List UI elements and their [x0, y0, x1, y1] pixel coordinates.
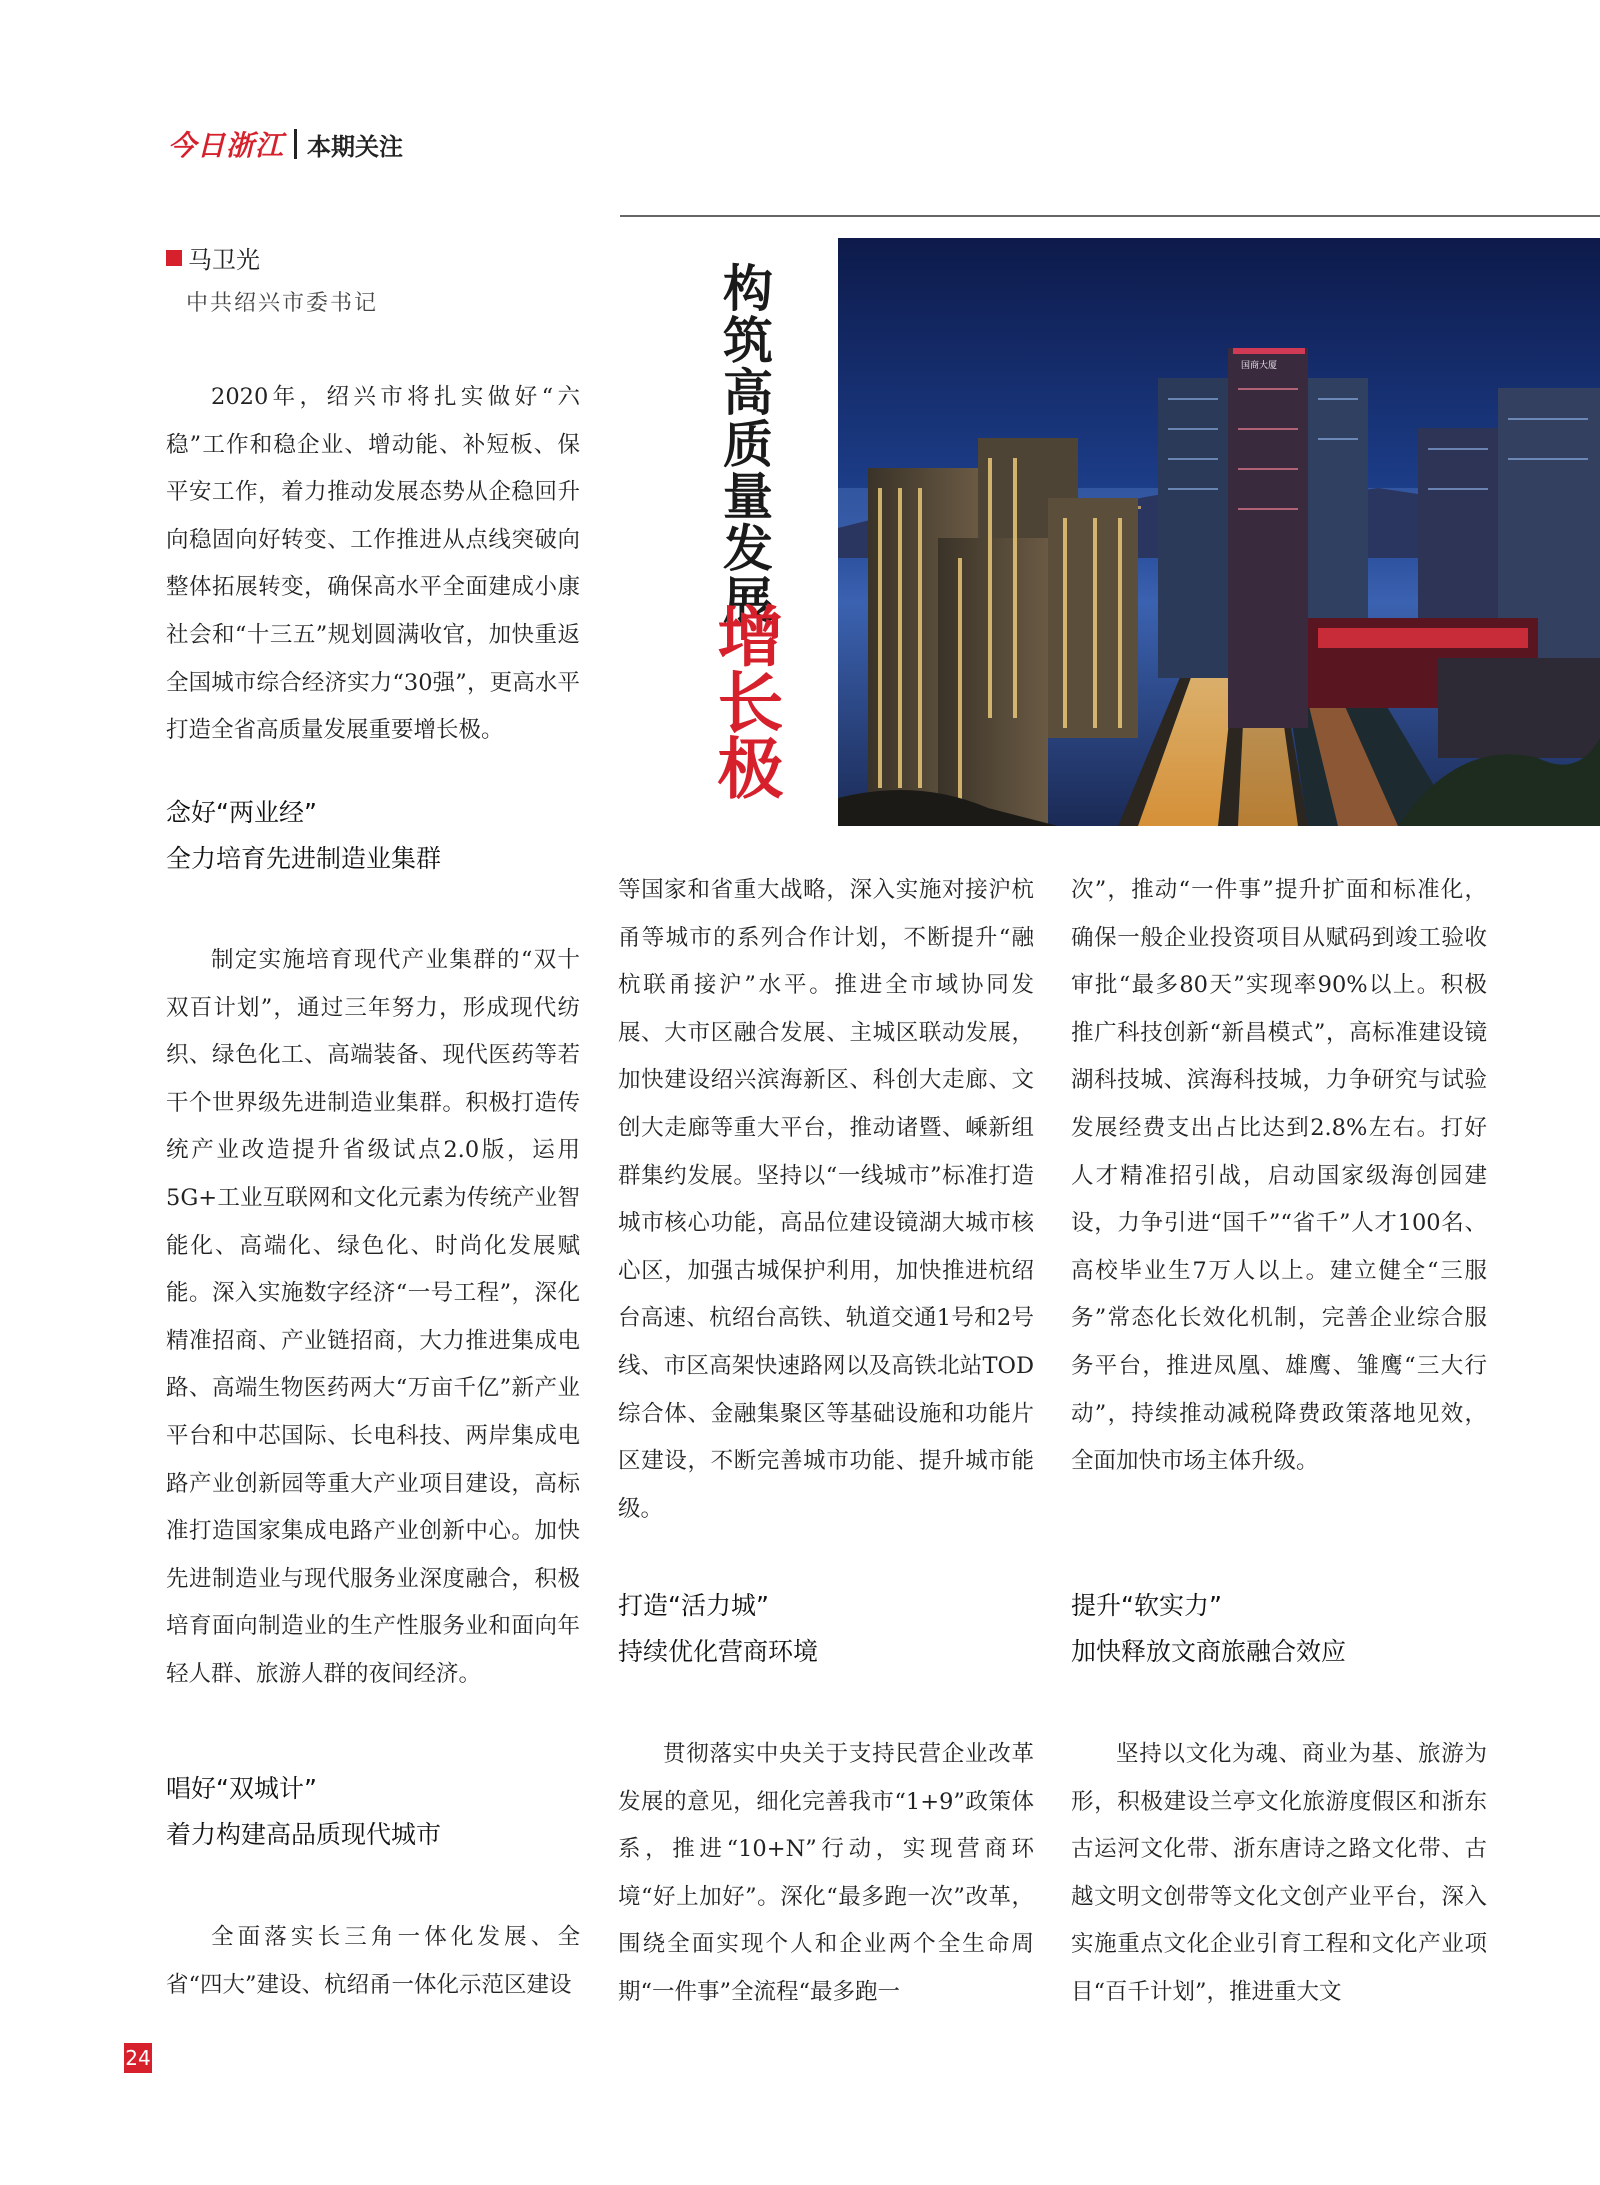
section-3-paragraph: 贯彻落实中央关于支持民营企业改革发展的意见，细化完善我市“1+9”政策体系，推进“10+N”行动，实现营商环境“好上加好”。深化“最多跑一次”改革，围绕全面实现个人和企业两个全生命周期“一件事”全流程“最多跑一: [618, 1741, 1034, 2005]
subhead-3-line1: 打造“活力城”: [618, 1591, 769, 1620]
photo-sign-text: 国商大厦: [1241, 361, 1278, 371]
subhead-4: [1071, 1583, 1487, 1675]
magazine-header: [168, 124, 403, 164]
subhead-1: [166, 790, 580, 882]
subhead-1-line1: 念好“两业经”: [166, 798, 317, 827]
subhead-2: [166, 1766, 580, 1858]
magazine-logo: 今日浙江: [168, 129, 285, 162]
column-1-section-1: [166, 937, 580, 1699]
subhead-4-line1: 提升“软实力”: [1071, 1591, 1222, 1620]
subhead-2-line2: 着力构建高品质现代城市: [166, 1820, 442, 1849]
section-label: 本期关注: [307, 132, 404, 161]
article-title: 构筑高质量发展: [715, 262, 774, 626]
section-2-paragraph: 全面落实长三角一体化发展、全省“四大”建设、杭绍甬一体化示范区建设: [166, 1924, 580, 1998]
subhead-4-line2: 加快释放文商旅融合效应: [1071, 1637, 1347, 1666]
column-2-section-3: [618, 1731, 1034, 2017]
author-name: 马卫光: [188, 246, 260, 274]
section-3-continuation-paragraph: 次”，推动“一件事”提升扩面和标准化，确保一般企业投资项目从赋码到竣工验收审批“最多80天”实现率90%以上。积极推广科技创新“新昌模式”，高标准建设镜湖科技城、滨海科技城，力争研究与试验发展经费支出占比达到2.8%左右。打好人才精准招引战，启动国家级海创园建设，力争引进“国千”“省千”人才100名、高校毕业生7万人以上。建立健全“三服务”常态化长效化机制，完善企业综合服务平台，推进凤凰、雄鹰、雏鹰“三大行动”，持续推动减税降费政策落地见效，全面加快市场主体升级。: [1071, 877, 1487, 1475]
column-3-section-4: [1071, 1731, 1487, 2017]
intro-paragraph: 2020年，绍兴市将扎实做好“六稳”工作和稳企业、增动能、补短板、保平安工作，着力推动发展态势从企稳回升向稳固向好转变、工作推进从点线突破向整体拓展转变，确保高水平全面建成小康社会和“十三五”规划圆满收官，加快重返全国城市综合经济实力“30强”，更高水平打造全省高质量发展重要增长极。: [166, 384, 580, 744]
section-1-paragraph: 制定实施培育现代产业集群的“双十双百计划”，通过三年努力，形成现代纺织、绿色化工、高端装备、现代医药等若干个世界级先进制造业集群。积极打造传统产业改造提升省级试点2.0版，运用5G+工业互联网和文化元素为传统产业智能化、高端化、绿色化、时尚化发展赋能。深入实施数字经济“一号工程”，深化精准招商、产业链招商，大力推进集成电路、高端生物医药两大“万亩千亿”新产业平台和中芯国际、长电科技、两岸集成电路产业创新园等重大产业项目建设，高标准打造国家集成电路产业创新中心。加快先进制造业与现代服务业深度融合，积极培育面向制造业的生产性服务业和面向年轻人群、旅游人群的夜间经济。: [166, 947, 580, 1687]
top-rule: [620, 215, 1600, 217]
author-marker-icon: [166, 250, 182, 266]
subhead-3: [618, 1583, 1034, 1675]
city-night-photo: [838, 238, 1600, 826]
author-title: 中共绍兴市委书记: [186, 291, 379, 316]
page-number: 24: [124, 2043, 152, 2073]
author-byline: [166, 240, 260, 275]
section-2-continuation-paragraph: 等国家和省重大战略，深入实施对接沪杭甬等城市的系列合作计划，不断提升“融杭联甬接沪”水平。推进全市域协同发展、大市区融合发展、主城区联动发展，加快建设绍兴滨海新区、科创大走廊、文创大走廊等重大平台，推动诸暨、嵊新组群集约发展。坚持以“一线城市”标准打造城市核心功能，高品位建设镜湖大城市核心区，加强古城保护利用，加快推进杭绍台高速、杭绍台高铁、轨道交通1号和2号线、市区高架快速路网以及高铁北站TOD综合体、金融集聚区等基础设施和功能片区建设，不断完善城市功能、提升城市能级。: [618, 877, 1034, 1522]
column-1-intro: [166, 374, 580, 755]
subhead-2-line1: 唱好“双城计”: [166, 1774, 317, 1803]
column-2-continuation: [618, 867, 1034, 1533]
article-title-accent: 增长极: [706, 602, 783, 800]
column-3-continuation: [1071, 867, 1487, 1486]
header-divider: [294, 129, 297, 159]
section-4-paragraph: 坚持以文化为魂、商业为基、旅游为形，积极建设兰亭文化旅游度假区和浙东古运河文化带、浙东唐诗之路文化带、古越文明文创带等文化文创产业平台，深入实施重点文化企业引育工程和文化产业项目“百千计划”，推进重大文: [1071, 1741, 1487, 2005]
subhead-1-line2: 全力培育先进制造业集群: [166, 844, 442, 873]
column-1-section-2: [166, 1914, 580, 2009]
subhead-3-line2: 持续优化营商环境: [618, 1637, 819, 1666]
